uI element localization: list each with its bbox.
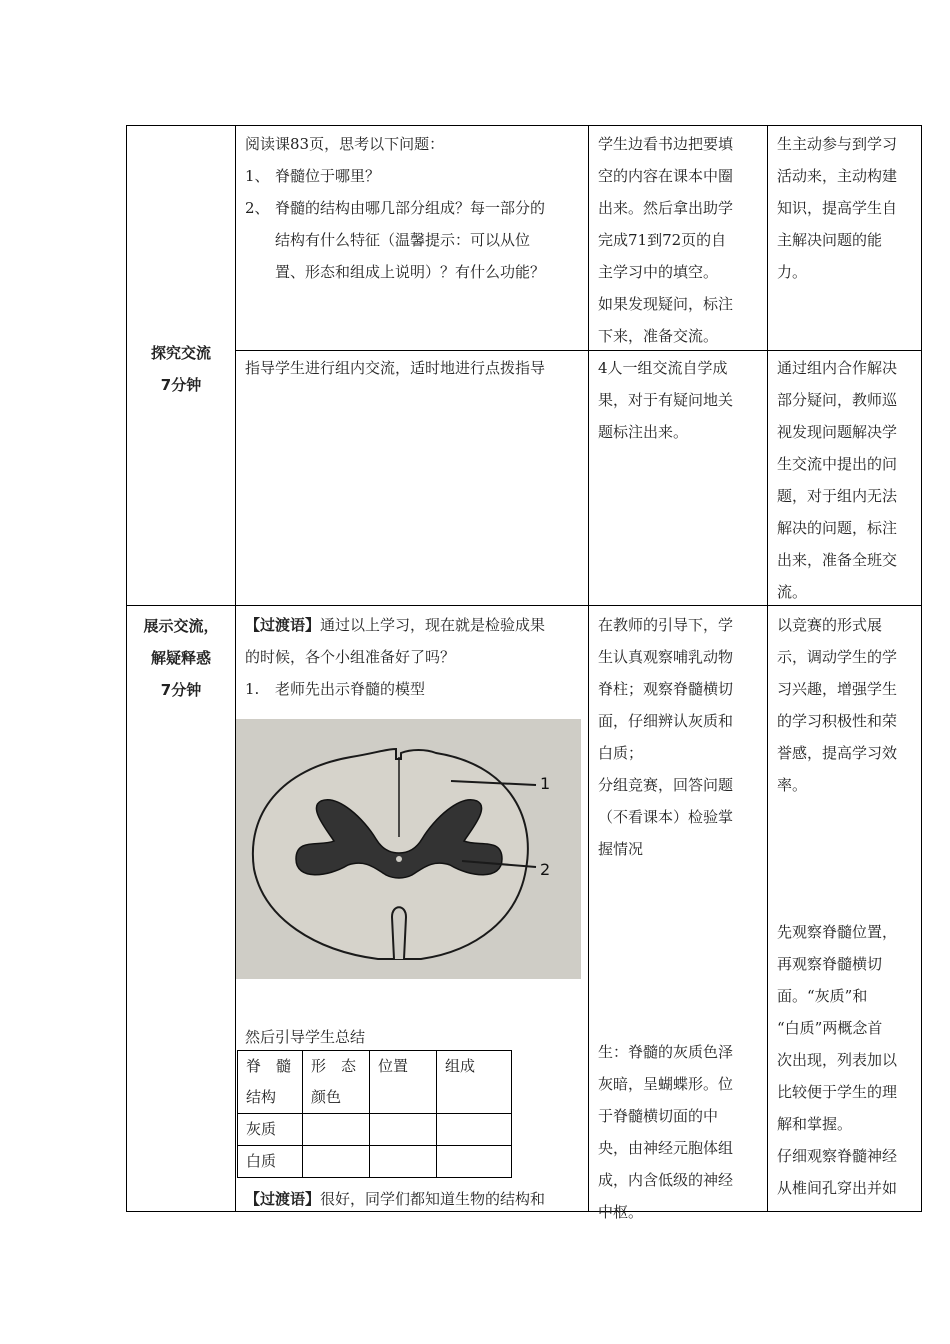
row-label-white-matter: 白质 — [238, 1146, 303, 1178]
header-structure — [238, 1051, 303, 1114]
column-divider-3 — [767, 125, 768, 1212]
summary-prompt — [245, 1021, 585, 1053]
table-header-row — [238, 1051, 512, 1114]
stage-subtitle: 解疑释惑 — [150, 649, 211, 667]
spinal-cord-cross-section-figure — [236, 719, 581, 979]
gray-white-matter-table — [237, 1050, 512, 1178]
text-line: 通过组内合作解决 — [777, 359, 898, 377]
text-line: 完成71到72页的自 — [598, 231, 727, 249]
transition-2 — [245, 1183, 585, 1215]
text-line: 于脊髓横切面的中 — [598, 1107, 719, 1125]
table-cell[interactable] — [303, 1114, 370, 1146]
stage-show-exchange — [127, 610, 235, 706]
step-1: 1. 老师先出示脊髓的模型 — [245, 680, 426, 698]
teacher-activity-show — [245, 609, 585, 705]
text-line: （不看课本）检验掌 — [598, 808, 734, 826]
text-line: 视发现问题解决学 — [777, 423, 898, 441]
text-line: 主学习中的填空。 — [598, 263, 719, 281]
text-line: 出来，准备全班交 — [777, 551, 898, 569]
label-white-matter: 1 — [540, 774, 551, 793]
label-gray-matter: 2 — [540, 860, 551, 879]
text-line: 次出现，列表加以 — [777, 1051, 898, 1069]
text-line: 主解决问题的能 — [777, 231, 883, 249]
table-border-right — [921, 125, 922, 1212]
table-cell[interactable] — [370, 1146, 437, 1178]
spinal-cord-diagram — [236, 719, 581, 979]
text-line: 力。 — [777, 263, 808, 281]
text-line: 流。 — [777, 583, 808, 601]
text-line: 中枢。 — [598, 1203, 644, 1221]
text-line: 脊 髓 — [246, 1057, 292, 1075]
text-line: 指导学生进行组内交流，适时地进行点拨指导 — [245, 359, 546, 377]
header-composition — [437, 1051, 512, 1114]
student-activity-show-b — [598, 1036, 763, 1228]
student-activity-reading — [598, 128, 763, 352]
text-line: 形 态 — [311, 1057, 357, 1075]
stage-explore-exchange — [127, 337, 235, 401]
reading-intro: 阅读课83页，思考以下问题： — [245, 135, 445, 153]
text-line: 面。“灰质”和 — [777, 987, 868, 1005]
question-2: 2、 脊髓的结构由哪几部分组成？每一部分的 — [245, 199, 546, 217]
question-2-line-3: 置、形态和组成上说明）？有什么功能？ — [275, 263, 546, 281]
table-row — [238, 1146, 512, 1178]
central-canal — [396, 856, 402, 862]
text-line: 4人一组交流自学成 — [598, 359, 728, 377]
text-line: 握情况 — [598, 840, 644, 858]
student-activity-group — [598, 352, 763, 448]
text-line: 先观察脊髓位置， — [777, 923, 898, 941]
design-intent-group — [777, 352, 917, 608]
text-line: 习兴趣，增强学生 — [777, 680, 898, 698]
text-line: 生主动参与到学习 — [777, 135, 898, 153]
transition-1: 【过渡语】通过以上学习，现在就是检验成果 — [245, 616, 546, 634]
text-line: 出来。然后拿出助学 — [598, 199, 734, 217]
text-line: 部分疑问，教师巡 — [777, 391, 898, 409]
text-line: “白质”两概念首 — [777, 1019, 883, 1037]
text-line: 题标注出来。 — [598, 423, 689, 441]
text-line: 成，内含低级的神经 — [598, 1171, 734, 1189]
question-1: 1、 脊髓位于哪里？ — [245, 167, 381, 185]
table-cell[interactable] — [303, 1146, 370, 1178]
table-cell[interactable] — [437, 1114, 512, 1146]
question-2-line-2: 结构有什么特征（温馨提示：可以从位 — [275, 231, 531, 249]
text-line: 以竞赛的形式展 — [777, 616, 883, 634]
text-line: 组成 — [445, 1057, 476, 1075]
text-line: 结构 — [246, 1088, 277, 1106]
header-position — [370, 1051, 437, 1114]
text-line: 果，对于有疑问地关 — [598, 391, 734, 409]
column-divider-1 — [235, 125, 236, 1212]
text-line: 再观察脊髓横切 — [777, 955, 883, 973]
design-intent-show-b — [777, 916, 917, 1204]
text-line: 率。 — [777, 776, 808, 794]
text-line: 如果发现疑问，标注 — [598, 295, 734, 313]
transition-1-line-2: 的时候，各个小组准备好了吗？ — [245, 648, 456, 666]
table-row — [238, 1114, 512, 1146]
text-line: 解决的问题，标注 — [777, 519, 898, 537]
header-shape-color — [303, 1051, 370, 1114]
transition-2-line: 【过渡语】很好，同学们都知道生物的结构和 — [245, 1190, 546, 1208]
text-line: 生认真观察哺乳动物 — [598, 648, 734, 666]
text-line: 白质； — [598, 744, 644, 762]
table-cell[interactable] — [370, 1114, 437, 1146]
text-line: 央，由神经元胞体组 — [598, 1139, 734, 1157]
median-fissure — [392, 907, 406, 959]
text-line: 学生边看书边把要填 — [598, 135, 734, 153]
text-line: 比较便于学生的理 — [777, 1083, 898, 1101]
row-label-gray-matter: 灰质 — [238, 1114, 303, 1146]
text-line: 的学习积极性和荣 — [777, 712, 898, 730]
text-line: 活动来，主动构建 — [777, 167, 898, 185]
teacher-activity-reading — [245, 128, 585, 288]
table-cell[interactable] — [437, 1146, 512, 1178]
stage-title: 展示交流， — [143, 617, 219, 635]
text-line: 空的内容在课本中圈 — [598, 167, 734, 185]
text-line: 灰暗，呈蝴蝶形。位 — [598, 1075, 734, 1093]
text-line: 知识，提高学生自 — [777, 199, 898, 217]
stage-title: 探究交流 — [150, 344, 211, 362]
subrow-divider — [235, 350, 922, 351]
text-line: 从椎间孔穿出并如 — [777, 1179, 898, 1197]
teacher-activity-group — [245, 352, 585, 384]
text-line: 下来，准备交流。 — [598, 327, 719, 345]
text-line: 然后引导学生总结 — [245, 1028, 366, 1046]
text-line: 位置 — [378, 1057, 409, 1075]
text-line: 生：脊髓的灰质色泽 — [598, 1043, 734, 1061]
text-line: 分组竞赛，回答问题 — [598, 776, 734, 794]
stage-duration: 7分钟 — [160, 376, 202, 394]
student-activity-show-a — [598, 609, 763, 865]
text-line: 脊柱；观察脊髓横切 — [598, 680, 734, 698]
text-line: 生交流中提出的问 — [777, 455, 898, 473]
text-line: 誉感，提高学习效 — [777, 744, 898, 762]
design-intent-show-a — [777, 609, 917, 801]
text-line: 示，调动学生的学 — [777, 648, 898, 666]
table-border-top — [126, 125, 922, 126]
text-line: 题，对于组内无法 — [777, 487, 898, 505]
text-line: 仔细观察脊髓神经 — [777, 1147, 898, 1165]
stage-duration: 7分钟 — [160, 681, 202, 699]
text-line: 面，仔细辨认灰质和 — [598, 712, 734, 730]
column-divider-2 — [588, 125, 589, 1212]
text-line: 在教师的引导下，学 — [598, 616, 734, 634]
text-line: 颜色 — [311, 1088, 342, 1106]
text-line: 解和掌握。 — [777, 1115, 853, 1133]
design-intent-reading — [777, 128, 917, 288]
